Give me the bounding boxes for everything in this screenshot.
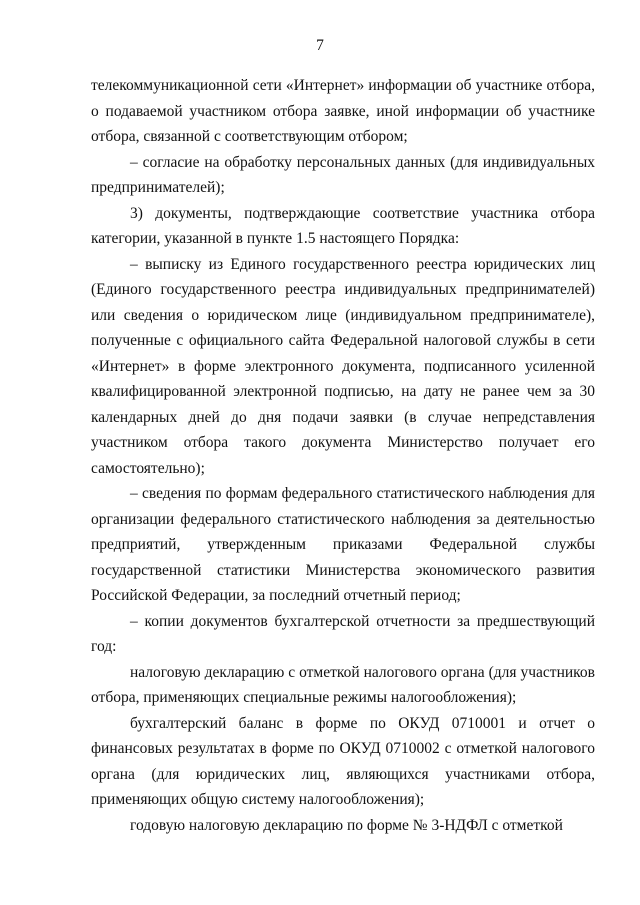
- paragraph-tax-declaration: налоговую декларацию с отметкой налогового органа (для участников отбора, применяющих специальные режимы налогообложения);: [91, 663, 595, 706]
- paragraph-continuation: телекоммуникационной сети «Интернет» информации об участнике отбора, о подаваемой участником отбора заявке, иной информации об участнике отбора, связанной с соответствующим отбором;: [91, 77, 595, 145]
- paragraph-accounting-copies: – копии документов бухгалтерской отчетности за предшествующий год:: [91, 612, 595, 655]
- paragraph-annual-declaration: годовую налоговую декларацию по форме № 3-НДФЛ с отметкой: [130, 816, 563, 834]
- paragraph-registry-extract: – выписку из Единого государственного реестра юридических лиц (Единого государственного реестра индивидуальных предпринимателей) или сведения о юридическом лице (индивидуальном предпринимателе), полученные с официального сайта Федеральной налоговой службы в сети «Интернет» в форме электронного документа, подписанного усиленной квалифицированной электронной подписью, на дату не ранее чем за 30 календарных дней до дня подачи заявки (в случае непредставления участником отбора такого документа Министерство получает его самостоятельно);: [91, 255, 595, 477]
- document-body: [91, 73, 595, 838]
- paragraph-consent: – согласие на обработку персональных данных (для индивидуальных предпринимателей);: [91, 153, 595, 196]
- page-number: 7: [316, 37, 324, 54]
- paragraph-item-3: 3) документы, подтверждающие соответствие участника отбора категории, указанной в пункте 1.5 настоящего Порядка:: [91, 204, 595, 247]
- paragraph-statistical-data: – сведения по формам федерального статистического наблюдения для организации федерального статистического наблюдения за деятельностью предприятий, утвержденным приказами Федеральной службы государственной статистики Министерства экономического развития Российской Федерации, за последний отчетный период;: [91, 485, 595, 604]
- paragraph-balance-sheet: бухгалтерский баланс в форме по ОКУД 0710001 и отчет о финансовых результатах в форме по ОКУД 0710002 с отметкой налогового органа (для юридических лиц, являющихся участниками отбора, применяющих общую систему налогообложения);: [91, 714, 595, 808]
